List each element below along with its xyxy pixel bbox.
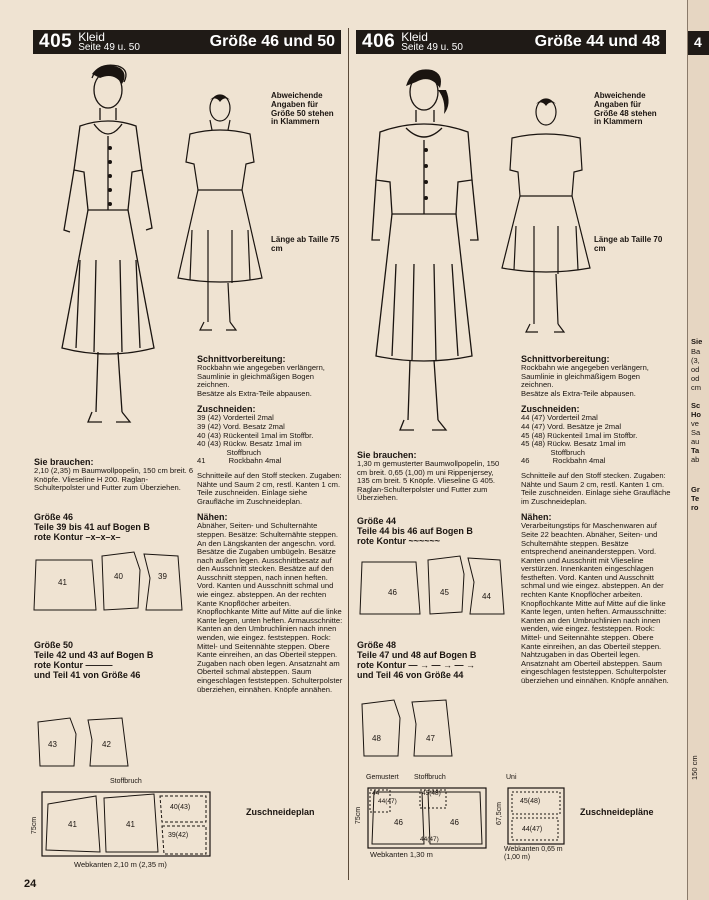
cut-line: 40 (43) Rückenteil 1mal im Stoffbr. — [197, 430, 314, 440]
plan-title-406: Zuschneidepläne — [580, 807, 654, 817]
materials-text: 1,30 m gemusterter Baumwollpopelin, 150 cm breit. 0,65 (1,00) m uni Rippenjersey, 135 cm breit. 5 Knöpfe. Vlieseline G 405. Raglan-Schulterpolster und Futter zum Überziehen. — [357, 459, 500, 503]
edge-fragment: Gr — [691, 485, 700, 494]
cut-line: 46 Rockbahn 4mal — [521, 456, 606, 466]
instructions-405 — [197, 354, 345, 694]
plan-piece: 44(47) — [378, 798, 397, 805]
prep-title: Schnittvorbereitung: — [197, 354, 286, 364]
size-b-block-405 — [34, 640, 194, 680]
next-page-number: 4 — [694, 34, 702, 50]
pattern-header-405 — [33, 30, 341, 54]
cutting-plan-a-406 — [355, 774, 490, 859]
pattern-pages: Seite 49 u. 50 — [78, 42, 140, 53]
pattern-sizes: Größe 46 und 50 — [209, 33, 335, 50]
size-b-extra: und Teil 41 von Größe 46 — [34, 670, 141, 680]
edge-fragment: Te — [691, 494, 700, 503]
pattern-number: 406 — [362, 31, 396, 52]
cut-line: 45 (48) Rückw. Besatz 1mal im — [521, 439, 626, 449]
dress-back-illustration-406 — [496, 96, 596, 346]
size-b-contour: rote Kontur ——— — [34, 660, 113, 670]
materials-title: Sie brauchen: — [357, 450, 417, 460]
materials-title: Sie brauchen: — [34, 457, 94, 467]
dress-back-illustration-405 — [170, 90, 270, 340]
pattern-pieces-b-406 — [358, 694, 458, 760]
piece-label: 44 — [482, 592, 491, 601]
sew-title: Nähen: — [197, 512, 228, 523]
plan-piece: 44(47) — [522, 826, 543, 833]
plan-piece: 45(48) — [422, 790, 441, 797]
dress-front-illustration-406 — [362, 64, 492, 444]
size-note-405: Abweichende Angaben für Größe 50 stehen in Klammern — [271, 91, 334, 127]
cut-title: Zuschneiden: — [197, 404, 256, 415]
pattern-type-block — [78, 31, 140, 53]
edge-fragment: Ta — [691, 446, 700, 455]
size-a-contour: rote Kontur ~~~~~~ — [357, 536, 441, 546]
length-note-406: Länge ab Taille 70 cm — [594, 235, 663, 253]
cut-line: 44 (47) Vorderteil 2mal — [521, 413, 598, 423]
cut-line: Stoffbruch — [521, 447, 586, 457]
cut-line: 44 (47) Vord. Besätze je 2mal — [521, 421, 622, 431]
piece-label: 39 — [158, 572, 167, 581]
cut-list — [197, 414, 345, 466]
cut-title: Zuschneiden: — [521, 404, 580, 415]
cut-line: 39 (42) Vord. Besatz 2mal — [197, 421, 285, 431]
edge-fragment: ro — [691, 503, 699, 512]
plan-edge-label: Webkanten 2,10 m (2,35 m) — [74, 860, 167, 869]
size-b-parts: Teile 47 und 48 auf Bogen B — [357, 650, 477, 660]
size-a-title: Größe 46 — [34, 512, 74, 522]
plan-piece: 41 — [68, 820, 77, 829]
plan-width-label: 75cm — [355, 806, 363, 825]
size-b-title: Größe 50 — [34, 640, 74, 650]
sew-title: Nähen: — [521, 512, 552, 523]
edge-fragment: od — [691, 365, 700, 374]
plan-piece: 44(47) — [420, 836, 439, 843]
cut-list — [521, 414, 671, 466]
prep-text: Rockbahn wie angegeben verlängern, Saumlinie in gleichmäßigen Bogen zeichnen. — [197, 363, 325, 390]
size-b-extra: und Teil 46 von Größe 44 — [357, 670, 464, 680]
instructions-406 — [521, 354, 671, 686]
sew-text: Verarbeitungstips für Maschenwaren auf Seite 22 beachten. Abnäher, Seiten- und Schulternähte steppen. Besätze entsprechend aneinandersteppen. Vord. Kanten und Ausschnitt mit Vlieseline verstürzen. Innenkanten eingeschlagen festheften. Vord. Kanten und Ausschnitt schmal und wie eingez. absteppen. An der rechten Kante Knopflöcher arbeiten. Knopflochkante Mitte auf Mitte auf die linke Kante legen, unten heften. Armausschnitte: Kanten an den Umbruchlinien nach innen wenden, wie eingez. feststeppen. Rock: Mittel- und Seitennähte steppen. Obere Kante einreihen, an das Oberteil steppen. Nahtzugaben in das Oberteil legen. Ansatznaht am Oberteil absteppen. Saum eingeschlagen feststeppen. Schulterpolster überziehen und einnähen. Knöpfe annähen. — [521, 521, 669, 685]
pattern-pieces-a-406 — [356, 552, 506, 622]
pattern-sizes: Größe 44 und 48 — [534, 33, 660, 50]
piece-label: 43 — [48, 740, 57, 749]
sew-text: Abnäher, Seiten- und Schulternähte steppen. Besätze: Schulternähte steppen. An den Längskanten der angeschn. vord. Besätze die Zugaben umbügeln. Besätze nach außen legen. Ausschnittbesatz auf den Ausschnitt stecken. Besätze auf den Ausschnitt steppen, nach innen heften. Vord. Kanten und Ausschnitt schmal und wie eingez. absteppen. An der rechten Kante Knopflöcher arbeiten. Knopflochkante Mitte auf Mitte auf die linke Kante legen, unten heften. Armausschnitte: Kanten an den Umbruchlinien nach innen wenden, wie eingez. feststeppen. Rock: Mittel- und Seitennähte steppen. Obere Kante einreihen, an das Oberteil steppen. Zugaben nach oben legen. Ansatznaht am Oberteil schmal absteppen. Saum eingeschlagen feststeppen. Schulterpolster überziehen, einnähen. Knöpfe annähen. — [197, 521, 343, 694]
piece-label: 45 — [440, 588, 449, 597]
piece-label: 40 — [114, 572, 123, 581]
plan-piece: 40(43) — [170, 804, 191, 811]
pattern-number: 405 — [39, 31, 73, 52]
size-a-parts: Teile 39 bis 41 auf Bogen B — [34, 522, 150, 532]
materials-block-405 — [34, 457, 194, 493]
cut-text: Schnitteile auf den Stoff stecken. Zugaben: Nähte und Saum 2 cm, restl. Kanten 1 cm. Teile zuschneiden. Einlage siehe Graufläche im Zuschneideplan. — [197, 470, 342, 506]
plan-piece: 39(42) — [168, 832, 189, 839]
size-note-406: Abweichende Angaben für Größe 48 stehen in Klammern — [594, 91, 657, 127]
cut-line: 40 (43) Rückw. Besatz 1mal im — [197, 439, 302, 449]
size-b-contour: rote Kontur — → — → — → — [357, 660, 475, 670]
plan-piece: 41 — [126, 820, 135, 829]
pattern-type-block — [401, 31, 463, 53]
pattern-pieces-a-405 — [30, 548, 185, 618]
size-b-block-406 — [357, 640, 507, 680]
edge-fragment: ab — [691, 455, 700, 464]
edge-fragment: Sie — [691, 337, 703, 346]
size-a-block-406 — [357, 516, 507, 546]
length-note-405: Länge ab Taille 75 cm — [271, 235, 340, 253]
edge-fragment: (3, — [691, 356, 700, 365]
next-page-header — [688, 31, 709, 55]
plan-width-label: 75cm — [31, 816, 39, 835]
plan-fold-label: Stoffbruch — [414, 774, 446, 781]
edge-fragment: Ho — [691, 410, 701, 419]
piece-label: 47 — [426, 734, 435, 743]
edge-fragment: Sc — [691, 401, 701, 410]
edge-fragment: Ba — [691, 347, 701, 356]
plan-fold-label: Stoffbruch — [110, 778, 142, 785]
piece-label: 48 — [372, 734, 381, 743]
column-divider — [348, 28, 349, 880]
plan-label: Uni — [506, 774, 517, 781]
plan-piece: 46 — [394, 818, 403, 827]
plan-piece: 44 — [372, 790, 380, 797]
prep-text: Rockbahn wie angegeben verlängern, Saumlinie in gleichmäßigem Bogen zeichnen. — [521, 363, 649, 390]
piece-label: 46 — [388, 588, 397, 597]
edge-fragment: ve — [691, 419, 699, 428]
materials-block-406 — [357, 450, 507, 503]
pattern-type: Kleid — [78, 30, 105, 44]
materials-text: 2,10 (2,35) m Baumwollpopelin, 150 cm breit. 6 Knöpfe. Vlieseline H 200. Raglan-Schulterpolster und Futter zum Überziehen. — [34, 466, 194, 493]
dress-front-illustration-405 — [40, 60, 170, 440]
piece-label: 41 — [58, 578, 67, 587]
plan-piece: 46 — [450, 818, 459, 827]
size-a-block-405 — [34, 512, 194, 542]
prep-title: Schnittvorbereitung: — [521, 354, 610, 364]
plan-title-405: Zuschneideplan — [246, 807, 315, 817]
pattern-header-406 — [356, 30, 666, 54]
size-b-parts: Teile 42 und 43 auf Bogen B — [34, 650, 154, 660]
next-page-edge — [687, 0, 709, 900]
cut-line: Stoffbruch — [197, 447, 262, 457]
cut-line: 39 (42) Vorderteil 2mal — [197, 413, 274, 423]
pattern-type: Kleid — [401, 30, 428, 44]
piece-label: 42 — [102, 740, 111, 749]
cut-line: 41 Rockbahn 4mal — [197, 456, 282, 466]
edge-fragment: od — [691, 374, 700, 383]
edge-fragment: Sa — [691, 428, 701, 437]
cut-text: Schnitteile auf den Stoff stecken. Zugaben: Nähte und Saum 2 cm, restl. Kanten 1 cm. Teile zuschneiden. Einlage siehe Graufläche im Zuschneideplan. — [521, 470, 671, 506]
size-a-contour: rote Kontur –x–x–x– — [34, 532, 121, 542]
cutting-plan-405 — [31, 778, 214, 869]
page-number: 24 — [24, 878, 37, 890]
edge-fragment: au — [691, 437, 700, 446]
plan-edge-label: Webkanten 0,65 m (1,00 m) — [504, 846, 563, 861]
plan-edge-label: Webkanten 1,30 m — [370, 850, 433, 859]
size-a-parts: Teile 44 bis 46 auf Bogen B — [357, 526, 473, 536]
prep-text-2: Besätze als Extra-Teile abpausen. — [197, 388, 312, 398]
cut-line: 45 (48) Rückenteil 1mal im Stoffbr. — [521, 430, 638, 440]
cutting-plan-b-406 — [495, 774, 570, 861]
pattern-pieces-b-405 — [34, 714, 134, 770]
edge-fragment: 150 cm — [690, 755, 699, 780]
prep-text-2: Besätze als Extra-Teile abpausen. — [521, 388, 636, 398]
size-b-title: Größe 48 — [357, 640, 397, 650]
edge-fragment: cm — [691, 383, 701, 392]
plan-piece: 45(48) — [520, 798, 541, 805]
plan-width-label: 67,5cm — [495, 802, 503, 825]
size-a-title: Größe 44 — [357, 516, 397, 526]
pattern-pages: Seite 49 u. 50 — [401, 42, 463, 53]
plan-label: Gemustert — [366, 774, 399, 781]
